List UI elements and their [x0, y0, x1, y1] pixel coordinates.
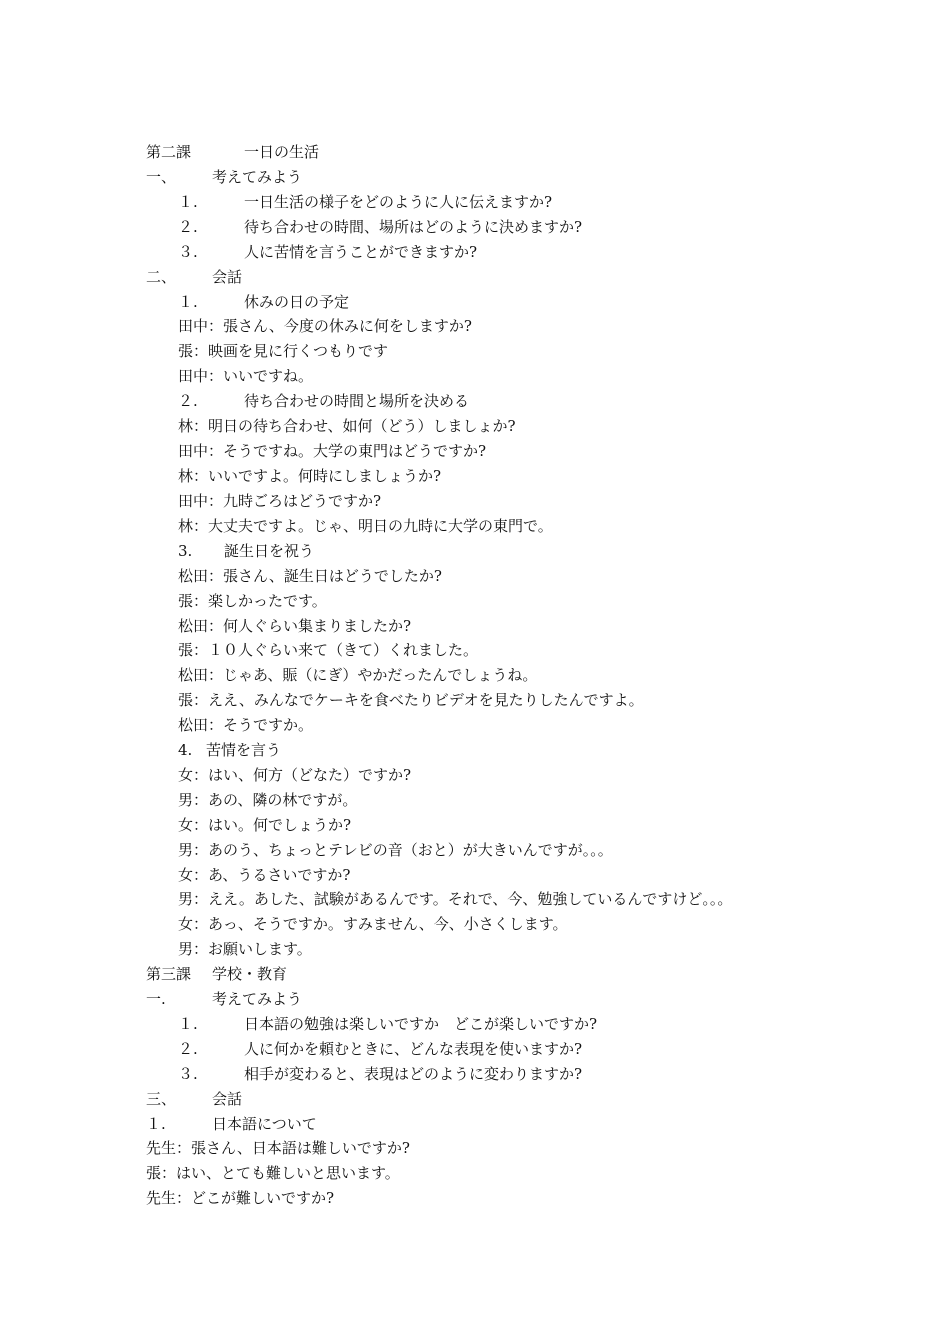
line-text: 日本語について: [212, 1115, 317, 1133]
line-text: 男：お願いします。: [178, 940, 312, 958]
line-text: 男：あの、隣の林ですが。: [178, 791, 358, 809]
line-marker: １.: [178, 193, 198, 211]
line-text: 待ち合わせの時間と場所を決める: [244, 392, 470, 410]
line-text: 学校・教育: [212, 965, 288, 983]
line-text: 女：はい、何方（どなた）ですか?: [178, 766, 412, 784]
line-text: 男：ええ。あした、試験があるんです。それで、今、勉強しているんですけど。。。: [178, 890, 733, 908]
line-text: 松田：張さん、誕生日はどうでしたか?: [178, 567, 442, 585]
line-text: 田中：張さん、今度の休みに何をしますか?: [178, 317, 472, 335]
line-marker: １.: [178, 293, 198, 311]
line-text: 休みの日の予定: [244, 293, 350, 311]
line-text: 男：あのう、ちょっとテレビの音（おと）が大きいんですが。。。: [178, 841, 613, 859]
line-marker: 三、: [146, 1090, 177, 1108]
line-text: 先生：張さん、日本語は難しいですか?: [146, 1139, 410, 1157]
line-marker: ２.: [178, 1040, 198, 1058]
line-text: 田中：九時ごろはどうですか?: [178, 492, 382, 510]
line-marker: １.: [178, 1015, 198, 1033]
line-text: 待ち合わせの時間、場所はどのように決めますか?: [244, 218, 583, 236]
line-text: 先生：どこが難しいですか?: [146, 1189, 335, 1207]
line-marker: 第三課: [146, 965, 192, 983]
line-text: 田中：そうですね。大学の東門はどうですか?: [178, 442, 487, 460]
line-text: 誕生日を祝う: [224, 542, 315, 560]
line-text: 張：楽しかったです。: [178, 592, 327, 610]
line-text: 一日の生活: [244, 143, 320, 161]
line-text: 女：あっ、そうですか。すみません、今、小さくします。: [178, 915, 568, 933]
line-marker: １.: [146, 1115, 166, 1133]
line-marker: 4.: [178, 741, 193, 759]
line-text: 考えてみよう: [212, 990, 303, 1008]
line-marker: 一.: [146, 990, 166, 1008]
line-text: 松田：そうですか。: [178, 716, 314, 734]
line-text: 人に何かを頼むときに、どんな表現を使いますか?: [244, 1040, 583, 1058]
line-text: 林：明日の待ち合わせ、如何（どう）しましょか?: [178, 417, 516, 435]
line-text: 松田：何人ぐらい集まりましたか?: [178, 617, 412, 635]
line-text: 張：１０人ぐらい来て（きて）くれました。: [178, 641, 479, 659]
line-text: 女：はい。何でしょうか?: [178, 816, 352, 834]
line-marker: ２.: [178, 392, 198, 410]
line-marker: 3.: [178, 542, 193, 560]
line-marker: ２.: [178, 218, 198, 236]
line-text: 考えてみよう: [212, 168, 303, 186]
line-text: 林：大丈夫ですよ。じゃ、明日の九時に大学の東門で。: [178, 517, 553, 535]
line-marker: ３.: [178, 243, 198, 261]
line-text: 苦情を言う: [206, 741, 282, 759]
line-text: 張：ええ、みんなでケーキを食べたりビデオを見たりしたんですよ。: [178, 691, 644, 709]
line-text: 相手が変わると、表現はどのように変わりますか?: [244, 1065, 583, 1083]
line-marker: ３.: [178, 1065, 198, 1083]
line-text: 会話: [212, 1090, 243, 1108]
line-text: 日本語の勉強は楽しいですか どこが楽しいですか?: [244, 1015, 598, 1033]
line-text: 松田：じゃあ、賑（にぎ）やかだったんでしょうね。: [178, 666, 538, 684]
line-text: 会話: [212, 268, 243, 286]
line-marker: 二、: [146, 268, 177, 286]
line-text: 田中：いいですね。: [178, 367, 314, 385]
line-text: 張：映画を見に行くつもりです: [178, 342, 389, 360]
line-text: 張：はい、とても難しいと思います。: [146, 1164, 400, 1182]
line-text: 一日生活の様子をどのように人に伝えますか?: [244, 193, 553, 211]
line-marker: 一、: [146, 168, 177, 186]
line-marker: 第二課: [146, 143, 192, 161]
line-text: 林：いいですよ。何時にしましょうか?: [178, 467, 442, 485]
line-text: 人に苦情を言うことができますか?: [244, 243, 478, 261]
line-text: 女：あ、うるさいですか?: [178, 866, 351, 884]
